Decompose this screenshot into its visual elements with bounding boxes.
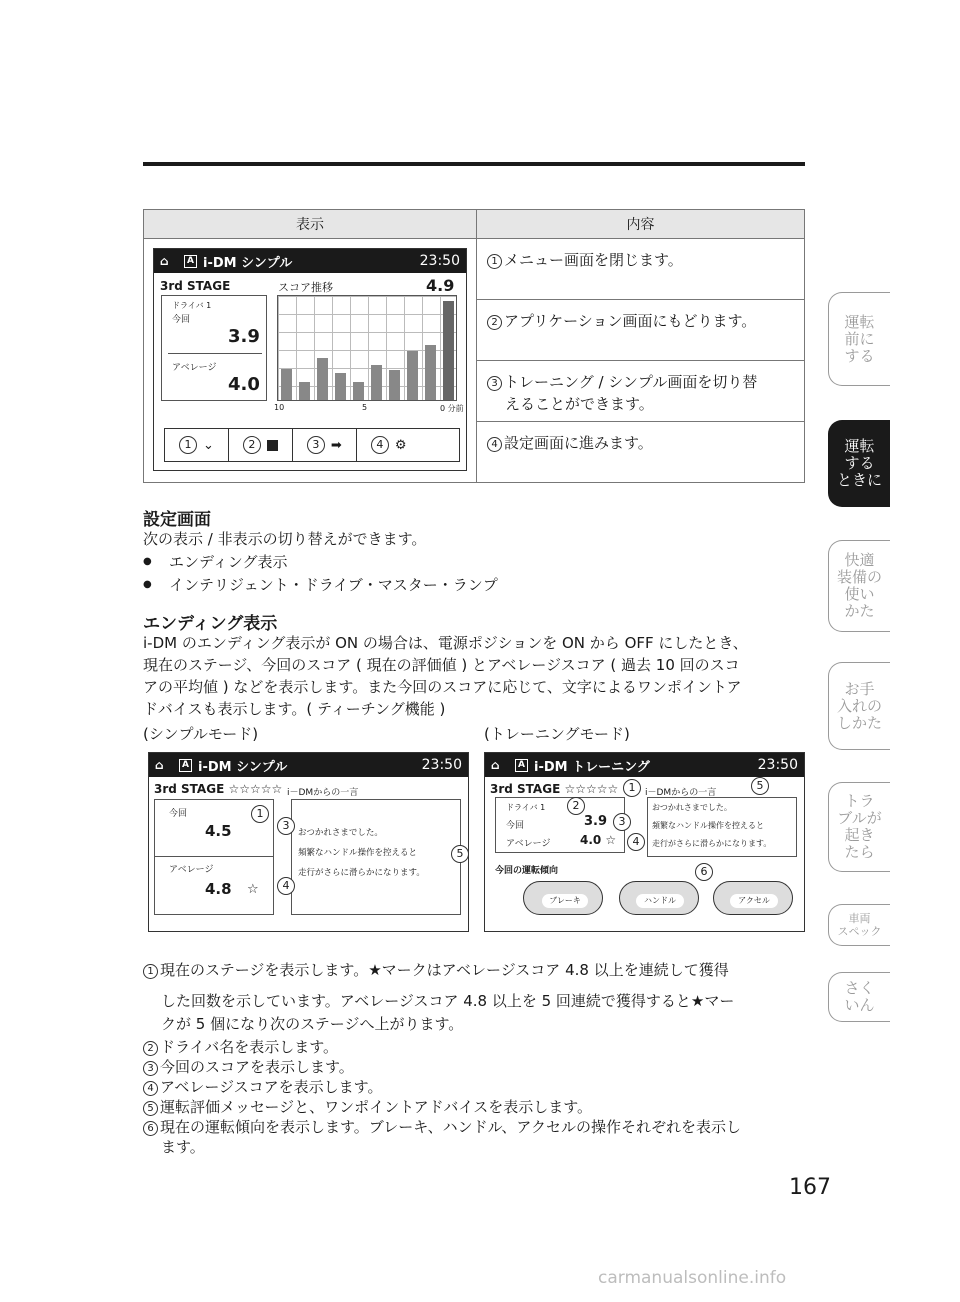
note-4: 4 アベレージスコアを表示します。	[143, 1076, 382, 1098]
score-bar	[371, 365, 382, 400]
chevron-down-icon: ⌄	[203, 437, 214, 453]
screen-title: i-DM トレーニング	[534, 759, 650, 775]
clock: 23:50	[421, 757, 462, 773]
display-content-table	[143, 209, 805, 483]
note-3: 3 今回のスコアを表示します。	[143, 1056, 354, 1078]
ending-para-line: ドバイスも表示します。( ティーチング機能 )	[143, 700, 446, 718]
score-bar	[407, 351, 418, 400]
current-label: 今回	[172, 315, 191, 325]
clock: 23:50	[419, 253, 460, 269]
screen-title: i-DM シンプル	[198, 759, 288, 775]
score-panel: ドライバ 1 今回 3.9 アベレージ 4.0 ☆	[495, 797, 625, 853]
average-label: アベレージ	[172, 363, 217, 373]
current-score: 3.9	[584, 814, 608, 829]
score-bar	[317, 358, 328, 400]
home-icon: ⌂	[155, 758, 164, 772]
steering-gauge: ハンドル	[619, 881, 699, 915]
gear-icon: ⚙	[394, 437, 407, 453]
star-icon: ☆	[247, 882, 259, 897]
current-score: 4.5	[205, 822, 232, 840]
idm-simple-ending-screen	[148, 752, 469, 932]
app-icon	[267, 440, 278, 451]
score-bar	[443, 301, 454, 400]
note-1-cont: クが 5 個になり次のステージへ上がります。	[161, 1015, 464, 1033]
brake-gauge: ブレーキ	[523, 881, 603, 915]
message-header: i－DMからの一言	[645, 788, 717, 798]
table-content-cells	[477, 239, 805, 483]
close-menu-button[interactable]: 1 ⌄	[165, 429, 229, 461]
note-2: 2 ドライバ名を表示します。	[143, 1036, 338, 1058]
average-score: 4.8	[205, 880, 232, 898]
settings-button[interactable]: 4 ⚙	[357, 429, 421, 461]
watermark: carmanualsonline.info	[598, 1268, 787, 1288]
table-row: 4 設定画面に進みます。	[477, 422, 805, 483]
score-bar	[353, 382, 364, 400]
tab-before-driving[interactable]: 運転 前に する	[828, 292, 890, 386]
callout-1: 1	[251, 805, 269, 823]
message-box: おつかれさまでした。 頻繁なハンドル操作を控えると 走行がさらに滑らかになります。	[291, 799, 461, 915]
callout-3: 3	[277, 817, 295, 835]
tendency-label: 今回の運転傾向	[495, 866, 559, 876]
header-content: 内容	[626, 217, 655, 233]
ending-para-line: アの平均値 ) などを表示します。また今回のスコアに応じて、文字によるワンポイントア	[143, 678, 742, 696]
score-bar	[281, 369, 292, 400]
screen-titlebar	[154, 249, 466, 273]
tab-comfort-equipment[interactable]: 快適 装備の 使い かた	[828, 540, 890, 632]
table-image-cell	[144, 239, 477, 483]
idm-simple-menu-screen	[153, 248, 467, 471]
score-bar	[335, 373, 346, 400]
average-score: 4.0 ☆	[580, 833, 617, 847]
score-bar	[299, 382, 310, 400]
tab-index[interactable]: さく いん	[828, 972, 890, 1022]
score-bar	[389, 370, 400, 400]
tab-troubleshooting[interactable]: トラ ブルが 起き たら	[828, 782, 890, 872]
callout-5: 5	[451, 845, 469, 863]
list-item: ● エンディング表示	[143, 551, 288, 573]
chart-top-value: 4.9	[426, 276, 455, 295]
accelerator-gauge: アクセル	[713, 881, 793, 915]
message-header: i－DMからの一言	[287, 788, 359, 798]
screen-footer-buttons	[164, 428, 460, 462]
home-icon: ⌂	[160, 254, 169, 268]
note-6-cont: ます。	[161, 1138, 205, 1156]
average-score: 4.0	[228, 374, 260, 395]
score-bar	[425, 345, 436, 400]
tab-specs[interactable]: 車両 スペック	[828, 904, 890, 946]
header-display: 表示	[144, 210, 477, 238]
driver-name: ドライバ 1	[172, 301, 212, 310]
note-6: 6 現在の運転傾向を表示します。ブレーキ、ハンドル、アクセルの操作それぞれを表示し	[143, 1116, 741, 1138]
callout-1: 1	[623, 779, 641, 797]
stage-label: 3rd STAGE	[160, 279, 231, 293]
note-5: 5 運転評価メッセージと、ワンポイントアドバイスを表示します。	[143, 1096, 592, 1118]
app-screen-button[interactable]: 2	[229, 429, 293, 461]
ending-para-line: 現在のステージ、今回のスコア ( 現在の評価値 ) とアベレージスコア ( 過去 10 回のスコ	[143, 656, 740, 674]
caption-simple: (シンプルモード)	[143, 725, 259, 743]
score-trend-chart	[277, 295, 457, 401]
score-panel: 今回 4.5 アベレージ 4.8 ☆	[154, 799, 274, 915]
stage-label: 3rd STAGE ☆☆☆☆☆	[154, 782, 283, 796]
table-header	[144, 210, 804, 239]
section-title-settings: 設定画面	[143, 510, 211, 530]
callout-4: 4	[627, 833, 645, 851]
axis-label-0: 0 分前	[440, 404, 464, 413]
note-1-cont: した回数を示しています。アベレージスコア 4.8 以上を 5 回連続で獲得すると★マー	[161, 992, 735, 1010]
callout-2: 2	[567, 797, 585, 815]
score-panel	[161, 295, 267, 401]
callout-6: 6	[695, 863, 713, 881]
screen-title: i-DM シンプル	[203, 255, 293, 271]
switch-arrow-icon: ➡	[330, 437, 342, 453]
axis-label-5: 5	[362, 403, 368, 412]
list-item: ● インテリジェント・ドライブ・マスター・ランプ	[143, 574, 498, 596]
app-icon: A	[515, 759, 528, 772]
axis-label-10: 10	[274, 403, 285, 412]
header-rule	[143, 162, 805, 166]
tab-when-driving[interactable]: 運転 する ときに	[828, 420, 890, 507]
table-row: 2 アプリケーション画面にもどります。	[477, 300, 805, 361]
table-row: 1 メニュー画面を閉じます。	[477, 239, 805, 300]
note-1: 1 現在のステージを表示します。★マークはアベレージスコア 4.8 以上を連続して獲得	[143, 959, 729, 981]
switch-mode-button[interactable]: 3 ➡	[293, 429, 357, 461]
score-trend-label: スコア推移	[278, 281, 333, 294]
app-icon: A	[179, 759, 192, 772]
page-number: 167	[789, 1175, 831, 1200]
caption-training: (トレーニングモード)	[484, 725, 630, 743]
app-icon: A	[184, 255, 197, 268]
table-row: 3 トレーニング / シンプル画面を切り替 えることができます。	[477, 361, 805, 422]
clock: 23:50	[757, 757, 798, 773]
home-icon: ⌂	[491, 758, 500, 772]
tab-maintenance[interactable]: お手 入れの しかた	[828, 662, 890, 750]
idm-training-ending-screen	[484, 752, 805, 932]
section-title-ending: エンディング表示	[143, 614, 278, 634]
callout-4: 4	[277, 877, 295, 895]
callout-3: 3	[613, 813, 631, 831]
stage-label: 3rd STAGE ☆☆☆☆☆	[490, 782, 619, 796]
ending-para-line: i-DM のエンディング表示が ON の場合は、電源ポジションを ON から OFF にしたとき、	[143, 634, 748, 652]
message-box: おつかれさまでした。 頻繁なハンドル操作を控えると 走行がさらに滑らかになります。	[647, 797, 797, 857]
settings-intro: 次の表示 / 非表示の切り替えができます。	[143, 530, 427, 548]
current-score: 3.9	[228, 326, 260, 347]
callout-5: 5	[751, 777, 769, 795]
